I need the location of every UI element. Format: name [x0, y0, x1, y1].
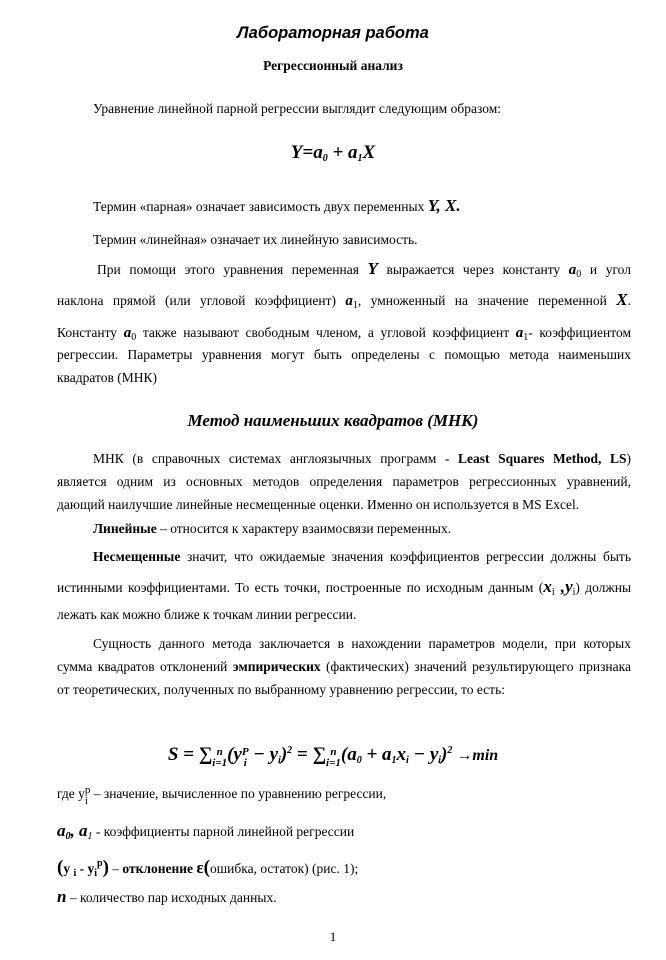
essence-line1: Сущность данного метода заключается в нахождении параметров модели, при которых	[93, 636, 631, 651]
least-squares-formula: S = ∑ n i=1(yP $i - y_i)^2$ = ∑ n $i=1(a_0 + a_1x_i - y_i)^2 \to\min$	[167, 744, 499, 769]
unbiased-line2: истинными коэффициентами. То есть точки, построенные по исходным данным ($x_i$ $,y_i$) должны	[57, 577, 632, 598]
n-definition: n – количество пар исходных данных.	[57, 887, 277, 906]
term-pair-text: Термин «парная» означает зависимость двух переменных Y, X.	[93, 196, 461, 215]
linear-definition: Линейные – относится к характеру взаимосвязи переменных.	[93, 521, 452, 536]
para2-line3: дающий наилучшие линейные несмещенные оценки. Именно он используется в MS Excel.	[57, 497, 580, 512]
where-line: где yp i – значение, вычисленное по уравнению регрессии,	[57, 784, 387, 807]
para1-line2: наклона прямой (или угловой коэффициент) $a_1$, умноженный на значение переменной X.	[57, 290, 631, 311]
para1-line1: При помощи этого уравнения переменная Y выражается через константу $a_0$ и угол	[97, 259, 631, 280]
essence-line3: от теоретических, полученных по выбранному уравнению регрессии, то есть:	[57, 682, 505, 697]
para1-line4: регрессии. Параметры уравнения могут быть определены с помощью метода наименьших	[57, 347, 631, 362]
unbiased-line3: лежать как можно ближе к точкам линии регрессии.	[57, 607, 357, 622]
page-title: Лабораторная работа	[237, 24, 429, 42]
page-subtitle: Регрессионный анализ	[263, 58, 403, 73]
para1-line3: Константу $a_0$ также называют свободным членом, а угловой коэффициент $a_1-$ коэффициентом	[57, 325, 631, 343]
term-linear-text: Термин «линейная» означает их линейную зависимость.	[93, 232, 418, 247]
unbiased-line1: Несмещенные значит, что ожидаемые значения коэффициентов регрессии должны быть	[93, 549, 631, 564]
deviation-line: (y $_i - y_i^p$) – отклонение ε(ошибка, остаток) (рис. 1);	[57, 857, 359, 879]
essence-line2: сумма квадратов отклонений эмпирических (фактических) значений результирующего признака	[57, 659, 631, 674]
intro-text: Уравнение линейной парной регрессии выглядит следующим образом:	[93, 101, 501, 116]
para2-line2: является одним из основных методов определения параметров регрессионных уравнений,	[57, 474, 631, 489]
para2-line1: МНК (в справочных системах англоязычных программ - Least Squares Method, LS)	[93, 451, 631, 466]
page-number: 1	[329, 929, 337, 944]
para1-line5: квадратов (МНК)	[57, 370, 157, 385]
coefficients-line: $a_0$, $a_1$ - коэффициенты парной линейной регрессии	[57, 821, 355, 842]
mnk-heading: Метод наименьших квадратов (МНК)	[187, 411, 479, 430]
regression-equation: $Y=a_0 + a_1X$	[290, 142, 376, 164]
